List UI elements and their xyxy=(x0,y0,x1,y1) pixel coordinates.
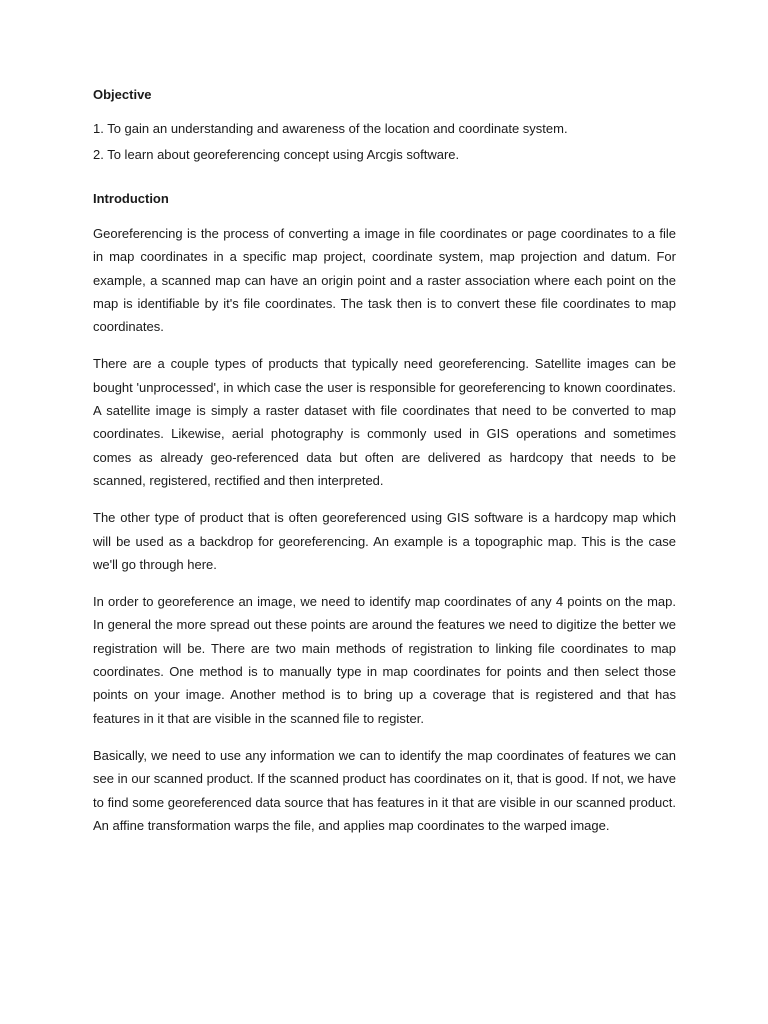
intro-paragraph-3: The other type of product that is often georeferenced using GIS software is a hardcopy map which will be used as a backdrop for georeferencing. An example is a topographic map. This is the case we'll go through here. xyxy=(93,510,676,572)
objective-item: 2. To learn about georeferencing concept using Arcgis software. xyxy=(93,147,460,162)
intro-paragraph-2: There are a couple types of products that typically need georeferencing. Satellite images can be bought 'unprocessed', in which case the user is responsible for georeferencing to known coordinates. A satellite image is simply a raster dataset with file coordinates that need to be converted to map coordinates. Likewise, aerial photography is commonly used in GIS operations and sometimes comes as already geo-referenced data but often are delivered as hardcopy that needs to be scanned, registered, rectified and then interpreted. xyxy=(93,356,676,488)
introduction-heading: Introduction xyxy=(93,191,169,206)
objective-item: 1. To gain an understanding and awareness of the location and coordinate system. xyxy=(93,121,568,136)
intro-paragraph-4: In order to georeference an image, we need to identify map coordinates of any 4 points on the map. In general the more spread out these points are around the features we need to digitize the better we registration will be. There are two main methods of registration to linking file coordinates to map coordinates. One method is to manually type in map coordinates for points and then select those points on your image. Another method is to bring up a coverage that is registered and that has features in it that are visible in the scanned file to register. xyxy=(93,594,676,726)
intro-paragraph-5: Basically, we need to use any information we can to identify the map coordinates of features we can see in our scanned product. If the scanned product has coordinates on it, that is good. If not, we have to find some georeferenced data source that has features in it that are visible in our scanned product. An affine transformation warps the file, and applies map coordinates to the warped image. xyxy=(93,747,676,833)
document-page xyxy=(93,84,676,837)
intro-paragraph-1: Georeferencing is the process of converting a image in file coordinates or page coordinates to a file in map coordinates in a specific map project, coordinate system, map projection and datum. For example, a scanned map can have an origin point and a raster association where each point on the map is identifiable by it's file coordinates. The task then is to convert these file coordinates to map coordinates. xyxy=(93,226,676,335)
objective-list xyxy=(93,116,676,168)
objective-heading: Objective xyxy=(93,87,152,102)
